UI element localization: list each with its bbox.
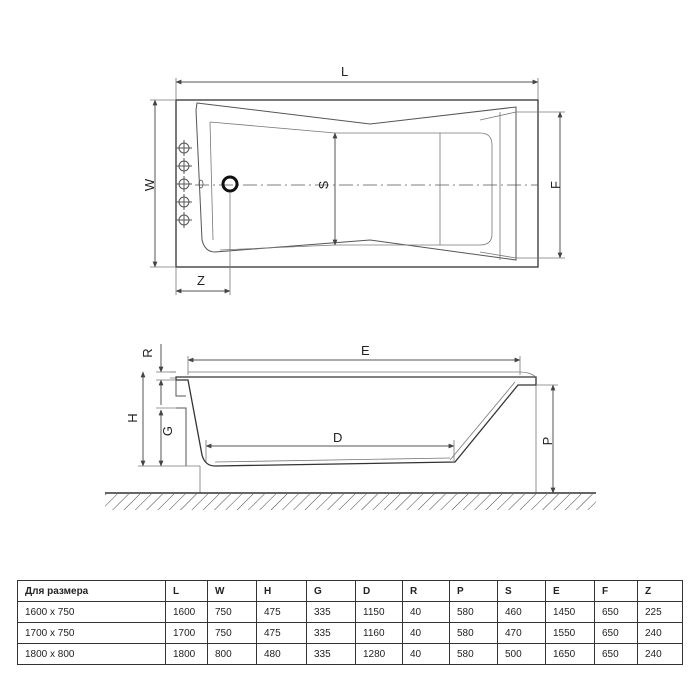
jet-icon [176,176,192,192]
side-view [105,343,596,510]
table-cell: 1800 [166,644,208,665]
column-header: G [307,581,356,602]
table-cell: 240 [638,644,683,665]
column-header: F [595,581,638,602]
label-S: S [316,180,331,190]
table-cell: 580 [450,644,498,665]
table-cell: 1800 x 800 [18,644,166,665]
table-cell: 1280 [356,644,403,665]
label-H: H [125,413,140,423]
dimension-G [156,408,176,466]
table-cell: 750 [208,623,257,644]
table-header-row [18,581,683,602]
column-header: D [356,581,403,602]
table-cell: 40 [403,602,450,623]
dimension-L [176,64,538,100]
label-E: E [361,343,370,358]
table-cell: 1600 [166,602,208,623]
table-cell: 475 [257,602,307,623]
jet-icon [176,158,192,174]
dimensions-table [17,580,683,665]
label-F: F [548,181,563,189]
label-W: W [142,178,157,192]
label-L: L [341,64,349,79]
table-cell: 1600 x 750 [18,602,166,623]
table-cell: 650 [595,602,638,623]
label-D: D [333,430,343,445]
table-cell: 475 [257,623,307,644]
tub-inner-basin [196,103,516,260]
table-cell: 1150 [356,602,403,623]
column-header: R [403,581,450,602]
drain-icon [223,177,237,191]
jet-icon [176,140,192,156]
table-cell: 1700 x 750 [18,623,166,644]
table-cell: 240 [638,623,683,644]
dimension-E [188,343,520,375]
table-cell: 580 [450,602,498,623]
table-cell: 470 [498,623,546,644]
table-row [18,623,683,644]
table-cell: 650 [595,644,638,665]
dimension-F [516,112,565,258]
table-cell: 650 [595,623,638,644]
column-header: Для размера [18,581,166,602]
dimension-D [206,430,454,462]
table-cell: 335 [307,644,356,665]
table-cell: 1550 [546,623,595,644]
dimension-W [142,100,176,267]
jet-icon [176,212,192,228]
column-header: W [208,581,257,602]
dimension-S [316,133,335,245]
label-P: P [540,436,555,446]
column-header: E [546,581,595,602]
label-G: G [160,425,175,437]
table-cell: 500 [498,644,546,665]
table-cell: 335 [307,623,356,644]
top-view [142,64,565,295]
table-row [18,644,683,665]
jet-icon [176,194,192,210]
label-R: R [140,348,155,358]
label-Z: Z [197,273,205,288]
table-cell: 1700 [166,623,208,644]
column-header: L [166,581,208,602]
table-cell: 40 [403,623,450,644]
table-cell: 40 [403,644,450,665]
table-cell: 225 [638,602,683,623]
table-cell: 1160 [356,623,403,644]
table-cell: 750 [208,602,257,623]
column-header: H [257,581,307,602]
table-cell: 335 [307,602,356,623]
table-cell: 1450 [546,602,595,623]
table-cell: 800 [208,644,257,665]
dimension-P [536,385,558,493]
table-cell: 580 [450,623,498,644]
column-header: Z [638,581,683,602]
column-header: S [498,581,546,602]
floor-hatching [105,493,596,510]
table-cell: 460 [498,602,546,623]
table-row [18,602,683,623]
dimension-R [140,344,176,405]
table-cell: 480 [257,644,307,665]
column-header: P [450,581,498,602]
table-cell: 1650 [546,644,595,665]
